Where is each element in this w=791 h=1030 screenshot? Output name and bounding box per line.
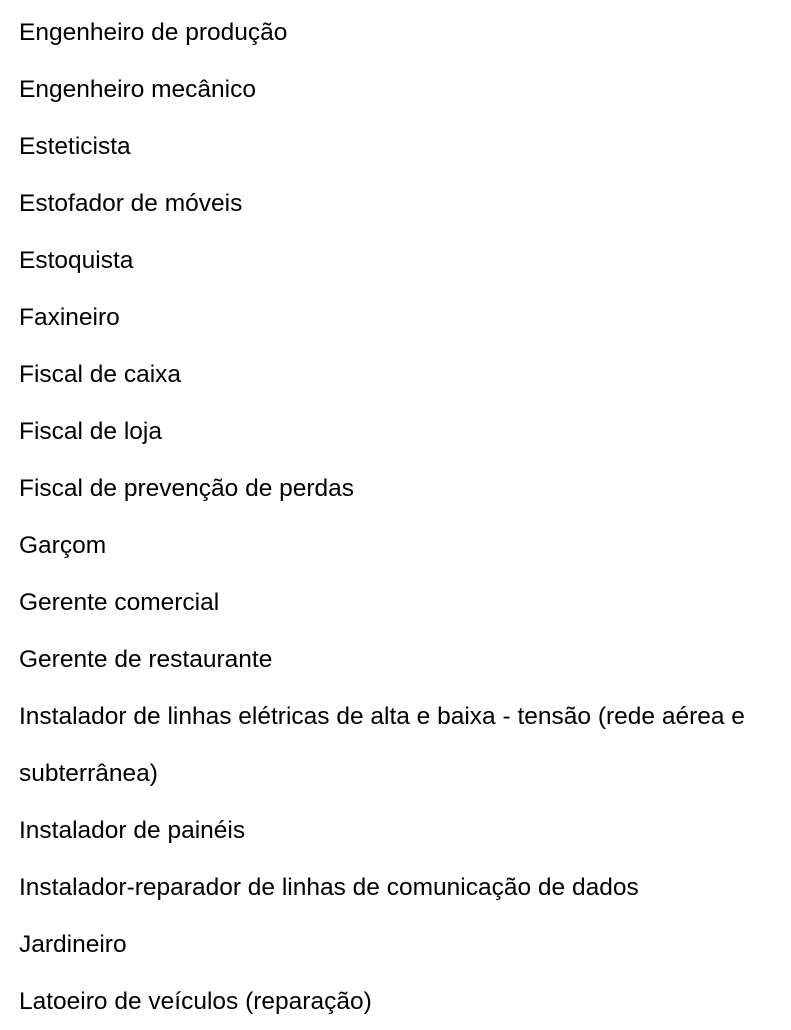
list-item: Instalador de linhas elétricas de alta e baixa - tensão (rede aérea e subterrânea) — [19, 703, 745, 787]
list-item: Fiscal de caixa — [19, 361, 182, 388]
list-item: Esteticista — [19, 133, 131, 160]
list-item: Estoquista — [19, 247, 134, 274]
list-item: Garçom — [19, 532, 107, 559]
list-item: Fiscal de prevenção de perdas — [19, 475, 355, 502]
list-item: Engenheiro mecânico — [19, 76, 256, 103]
list-item: Instalador de painéis — [19, 817, 246, 844]
list-item: Gerente de restaurante — [19, 646, 273, 673]
list-item: Fiscal de loja — [19, 418, 162, 445]
list-item: Jardineiro — [19, 931, 127, 958]
list-item: Gerente comercial — [19, 589, 220, 616]
list-item: Latoeiro de veículos (reparação) — [19, 988, 372, 1015]
occupation-list — [19, 4, 759, 1030]
list-item: Instalador-reparador de linhas de comunicação de dados — [19, 874, 639, 901]
list-item: Faxineiro — [19, 304, 120, 331]
list-item: Estofador de móveis — [19, 190, 243, 217]
list-item: Engenheiro de produção — [19, 19, 288, 46]
